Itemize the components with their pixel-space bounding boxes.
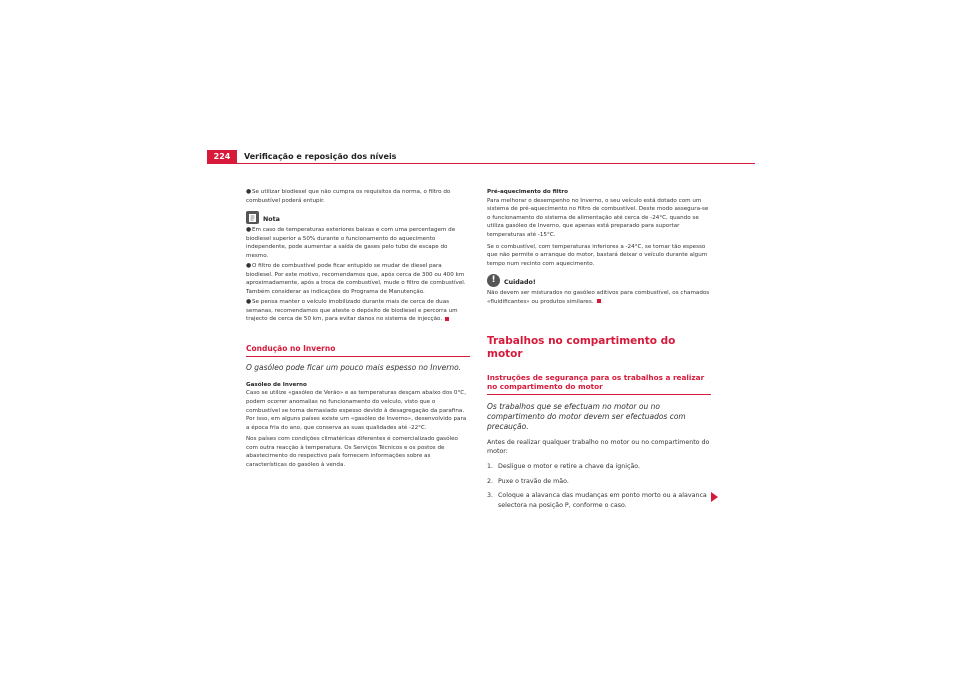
caution-heading (487, 274, 711, 287)
note-bullet (246, 262, 470, 296)
bullet-icon: ● (246, 226, 252, 234)
bullet-item (246, 188, 470, 205)
note-icon (246, 211, 259, 224)
caution-label: Cuidado! (504, 278, 536, 286)
note-bullet (246, 298, 470, 324)
note-bullet (246, 226, 470, 260)
paragraph: Nos países com condições climatéricas diferentes é comercializado gasóleo com outra reacção à temperatura. Os Serviços Técnicos e os postos de abastecimento do respectivo país fornecem informações sobre as características do gasóleo à venda. (246, 436, 458, 469)
step-text: Coloque a alavanca das mudanças em ponto morto ou a alavanca selectora na posição P, conforme o caso. (498, 492, 707, 509)
step-text: Puxe o travão de mão. (498, 477, 569, 485)
header-rule (207, 163, 755, 164)
step-text: Desligue o motor e retire a chave da ignição. (498, 462, 641, 470)
note-heading (246, 211, 470, 224)
right-column (487, 188, 711, 510)
body-text: Antes de realizar qualquer trabalho no motor ou no compartimento do motor: (487, 438, 710, 456)
paragraph: Caso se utilize «gasóleo de Verão» e as temperaturas desçam abaixo dos 0°C, podem ocorrer anomalias no funcionamento do veículo, visto que o combustível se torna demasiado espesso devido à desagregação da parafina. Por isso, em alguns países existe um «gasóleo de Inverno», desenvolvido para a época fria do ano, que conserva as suas qualidades até -22°C. (246, 390, 467, 431)
left-column (246, 188, 470, 473)
note-bullet-text: Se pensa manter o veículo imobilizado durante mais de cerca de duas semanas, recomendamos que ateste o depósito de biodiesel e percorra um trajecto de cerca de 50 km, para evitar danos no sistema de injecção. (246, 298, 458, 323)
list-item (487, 462, 711, 472)
bullet-icon: ● (246, 188, 252, 195)
note-bullet-text: O filtro de combustível pode ficar entupido se mudar de diesel para biodiesel. Por este motivo, recomendamos que, após cerca de 300 ou 400 km aproximadamente, após a troca de combustível, mude o filtro de combustível. Também considerar as indicações do Programa de Manutenção. (246, 263, 466, 295)
section-intro: O gasóleo pode ficar um pouco mais espesso no Inverno. (246, 362, 462, 372)
chapter-title: Trabalhos no compartimento do motor (487, 334, 676, 360)
bullet-icon: ● (246, 297, 252, 305)
caution-text: Não devem ser misturados no gasóleo aditivos para combustível, os chamados «fluidificantes» ou produtos similares. (487, 290, 710, 305)
step-number: 2. (487, 477, 494, 485)
note-label: Nota (263, 215, 280, 223)
paragraph: Se o combustível, com temperaturas inferiores a -24°C, se tornar tão espesso que não permite o arranque do motor, bastará deixar o veículo durante algum tempo num recinto com aquecimento. (487, 243, 708, 267)
end-mark-icon (597, 299, 601, 303)
caution-icon: ! (487, 274, 500, 287)
bullet-icon: ● (246, 262, 252, 270)
list-item (487, 491, 711, 510)
running-header: Verificação e reposição dos níveis (244, 152, 397, 161)
bullet-text: Se utilizar biodiesel que não cumpra os requisitos da norma, o filtro do combustível poderá entupir. (246, 189, 451, 204)
list-item (487, 477, 711, 487)
step-number: 3. (487, 492, 494, 500)
subsection-title: Instruções de segurança para os trabalhos a realizar no compartimento do motor (487, 373, 711, 395)
end-mark-icon (445, 317, 449, 321)
step-number: 1. (487, 462, 494, 470)
note-bullet-text: Em caso de temperaturas exteriores baixas e com uma percentagem de biodiesel superior a 50% durante o funcionamento do aquecimento independente, pode aumentar a saída de gases pelo tubo de escape do mesmo. (246, 227, 456, 259)
page-number: 224 (207, 150, 237, 164)
sub-title: Gasóleo de Inverno (246, 381, 307, 388)
caution-text-block (487, 289, 711, 306)
subsection-intro: Os trabalhos que se efectuam no motor ou no compartimento do motor devem ser efectuados com precaução. (487, 401, 686, 431)
paragraph: Para melhorar o desempenho no Inverno, o seu veículo está dotado com um sistema de pré-aquecimento no filtro de combustível. Deste modo assegura-se o funcionamento do sistema de alimentação até cerca de -24°C, quando se utiliza gasóleo de Inverno, que apenas está preparado para suportar temperaturas até -15°C. (487, 197, 709, 238)
section-title: Condução no Inverno (246, 344, 470, 357)
sub-title: Pré-aquecimento do filtro (487, 189, 568, 195)
arrow-right-icon[interactable] (711, 492, 718, 502)
